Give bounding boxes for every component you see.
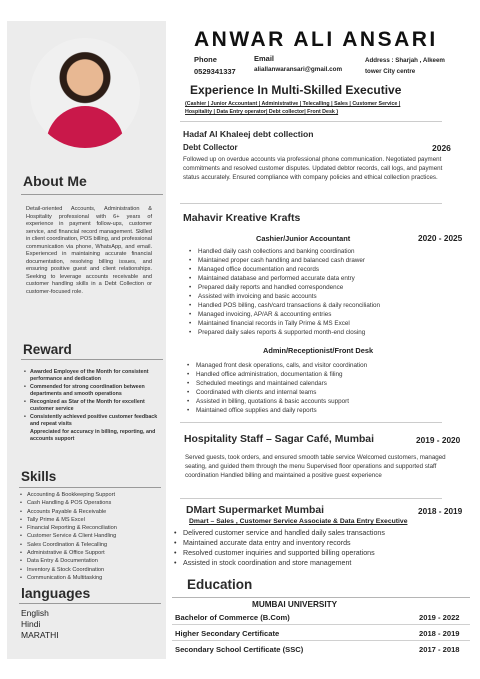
languages-list (21, 608, 59, 641)
mahavir-company: Mahavir Kreative Krafts (183, 212, 301, 224)
education-row-divider (172, 624, 470, 625)
section-divider (180, 121, 442, 122)
hospitality-company: Hospitality Staff – Sagar Café, Mumbai (184, 434, 374, 445)
dmart-role: Dmart – Sales , Customer Service Associate & Data Entry Executive (189, 518, 408, 525)
degree-ssc-years: 2017 - 2018 (419, 645, 460, 654)
mahavir-admin-duties (187, 361, 367, 415)
skill-item: • Financial Reporting & Reconciliation (20, 524, 117, 532)
address-line: Address : Sharjah , Alkeem (365, 57, 445, 64)
duty-item: • Handled daily cash collections and banking coordination (189, 247, 380, 256)
address (365, 55, 445, 77)
reward-item: • Commended for strong coordination between departments and smooth operations (24, 384, 164, 397)
section-divider (180, 498, 442, 499)
hadaf-year: 2026 (432, 143, 451, 153)
duty-item: • Managed office documentation and records (189, 265, 380, 274)
mahavir-role-cashier: Cashier/Junior Accountant (256, 234, 351, 243)
skill-item: • Data Entry & Documentation (20, 557, 117, 565)
skill-item: • Accounts Payable & Receivable (20, 508, 117, 516)
university-name: MUMBAI UNIVERSITY (252, 600, 338, 609)
duty-item: • Managed front desk operations, calls, and visitor coordination (187, 361, 367, 370)
degree-hsc-years: 2018 - 2019 (419, 629, 460, 638)
hospitality-description: Served guests, took orders, and ensured smooth table service Welcomed customers, managed seating, and guided them through the menu Supervised floor operations and supported staff coordination Handled billing and maintained a positive guest experience (185, 454, 446, 479)
skill-item: • Accounting & Bookkeeping Support (20, 491, 117, 499)
duty-item: • Coordinated with clients and internal teams (187, 388, 367, 397)
education-divider (172, 597, 470, 598)
experience-title: Experience In Multi-Skilled Executive (190, 83, 402, 97)
email-label: Email (254, 54, 275, 63)
skill-item: • Communication & Multitasking (20, 574, 117, 582)
skills-heading: Skills (21, 469, 57, 484)
skill-item: • Sales Coordination & Telecalling (20, 541, 117, 549)
degree-ssc: Secondary School Certificate (SSC) (175, 645, 304, 654)
duty-item: • Maintained proper cash handling and balanced cash drawer (189, 256, 380, 265)
duty-item: • Delivered customer service and handled daily sales transactions (174, 528, 385, 538)
experience-roles: (Cashier | Junior Accountant | Administrative | Telecalling | Sales | Customer Service | Hospitality | Data Entry operator| Debt collector| Front Desk ) (185, 101, 401, 115)
duty-item: • Maintained database and performed accurate data entry (189, 274, 380, 283)
duty-item: • Handled POS billing, cash/card transactions & daily reconciliation (189, 301, 380, 310)
candidate-name: ANWAR ALI ANSARI (194, 28, 438, 51)
language-item: MARATHI (21, 630, 59, 640)
duty-item: • Prepared daily sales reports & supported month-end closing (189, 328, 380, 337)
dmart-company: DMart Supermarket Mumbai (186, 505, 324, 516)
section-divider (180, 422, 442, 423)
section-divider (180, 203, 442, 204)
skills-list (20, 491, 117, 582)
duty-item: • Assisted with invoicing and basic accounts (189, 292, 380, 301)
languages-divider (19, 603, 161, 604)
about-heading: About Me (23, 173, 87, 189)
mahavir-dates: 2020 - 2025 (418, 233, 463, 243)
phone-label: Phone (194, 55, 217, 64)
skill-item: • Tally Prime & MS Excel (20, 516, 117, 524)
skill-item: • Cash Handling & POS Operations (20, 499, 117, 507)
reward-item: • Recognized as Star of the Month for excellent customer service (24, 399, 164, 412)
hadaf-description: Followed up on overdue accounts via professional phone communication. Negotiated payment commitments and resolved customer disputes. Updated debtor records, call logs, and payment status accurately. Ensured compliance with company policies and ethical collection practices. (183, 156, 443, 181)
languages-heading: languages (21, 585, 91, 601)
reward-heading: Reward (23, 342, 72, 357)
reward-item: • Awarded Employee of the Month for consistent performance and dedication (24, 369, 164, 382)
reward-divider (21, 359, 163, 360)
mahavir-role-admin: Admin/Receptionist/Front Desk (263, 346, 374, 355)
address-line: tower City centre (365, 68, 416, 75)
duty-item: • Managed invoicing, AP/AR & accounting entries (189, 310, 380, 319)
reward-item: • Consistently achieved positive customer feedback and repeat visits (24, 414, 164, 427)
education-heading: Education (187, 577, 253, 592)
language-item: Hindi (21, 619, 41, 629)
degree-hsc: Higher Secondary Certificate (175, 629, 280, 638)
reward-list (24, 369, 164, 444)
about-text: Detail-oriented Accounts, Administration & Hospitality professional with 6+ years of experience in payment follow-ups, customer service, and financial record management. Skilled in client coordination, POS billing, and professional communication via phone, WhatsApp, and email. Experienced in maintaining accurate financial documentation, resolving billing issues, and ensuring positive guest and client relationships. Seeking to leverage accounts receivable and customer handling skills in a Debt Collection or customer-focused role. (26, 206, 152, 295)
duty-item: • Maintained accurate data entry and inventory records (174, 538, 385, 548)
skills-divider (19, 487, 161, 488)
duty-item: • Scheduled meetings and maintained calendars (187, 379, 367, 388)
email-address: aliallanwaransari@gmail.com (254, 66, 343, 73)
duty-item: • Handled office administration, documentation & filing (187, 370, 367, 379)
reward-item: Appreciated for accuracy in billing, reporting, and accounts support (30, 429, 156, 442)
skill-item: • Inventory & Stock Coordination (20, 566, 117, 574)
duty-item: • Prepared daily reports and handled correspondence (189, 283, 380, 292)
profile-photo (30, 38, 140, 148)
phone-number: 0529341337 (194, 67, 236, 76)
education-row-divider (172, 640, 470, 641)
duty-item: • Assisted in billing, quotations & basic accounts support (187, 397, 367, 406)
language-item: English (21, 608, 49, 618)
hadaf-role: Debt Collector (183, 143, 238, 152)
skill-item: • Customer Service & Client Handling (20, 532, 117, 540)
duty-item: • Maintained office supplies and daily reports (187, 406, 367, 415)
mahavir-cashier-duties (189, 247, 380, 337)
about-divider (21, 194, 163, 195)
hospitality-dates: 2019 - 2020 (416, 435, 461, 445)
dmart-dates: 2018 - 2019 (418, 506, 463, 516)
hadaf-company: Hadaf Al Khaleej debt collection (183, 129, 314, 139)
dmart-duties (174, 528, 385, 568)
duty-item: • Maintained financial records in Tally Prime & MS Excel (189, 319, 380, 328)
duty-item: • Assisted in stock coordination and store management (174, 558, 385, 568)
degree-bcom: Bachelor of Commerce (B.Com) (175, 613, 290, 622)
degree-bcom-years: 2019 - 2022 (419, 613, 460, 622)
skill-item: • Administrative & Office Support (20, 549, 117, 557)
duty-item: • Resolved customer inquiries and supported billing operations (174, 548, 385, 558)
